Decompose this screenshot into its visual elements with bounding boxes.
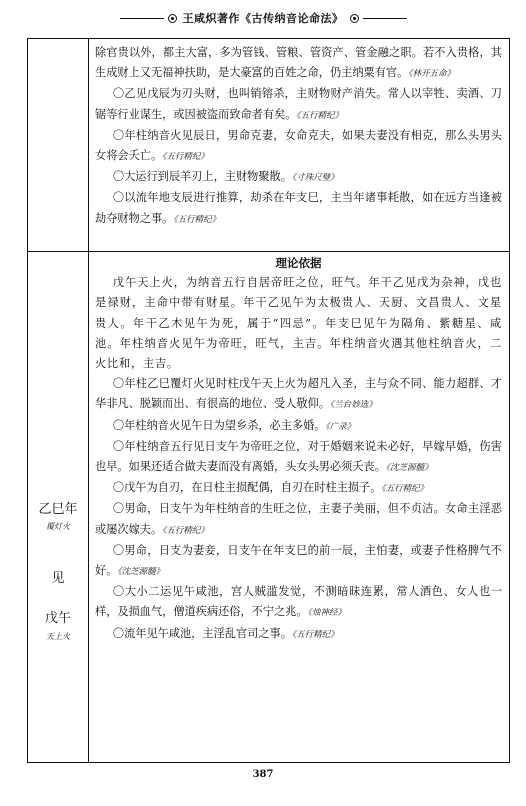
column-divider: [88, 39, 89, 762]
pillar2-nayin: 天上火: [46, 632, 70, 641]
source-citation: 《烛神经》: [307, 608, 346, 619]
source-citation: 《五行精纪》: [162, 152, 209, 163]
paragraph: 〇乙见戊辰为刃头财，也叫销镕杀，主财物财产消失。常人以宰牲、卖酒、刀锯等行业谋生，或因被盗而致命者有矣。《五行精纪》: [95, 87, 502, 121]
header-ornament-left-icon: [168, 14, 177, 23]
paragraph: 〇男命，日支为妻妾，日支午在年支巳的前一辰，主怕妻，或妻子性格脾气不好。《沈芝源髓》: [95, 543, 502, 578]
section-title: 理论依据: [275, 256, 322, 270]
pillar1-nayin: 覆灯火: [46, 522, 70, 531]
page-number: 387: [252, 769, 274, 780]
header-ornament-right-icon: [350, 14, 359, 23]
paragraph: 〇年柱纳音火见辰日，男命克妻，女命克夫，如果夫妻没有相克，那么头男头女将会夭亡。《五行精纪》: [95, 128, 502, 163]
paragraph: 〇年柱纳音火见午日为望乡杀，必主多婚。《广录》: [112, 418, 356, 432]
pillar2-label: 戊午: [44, 611, 71, 626]
source-citation: 《沈芝源髓》: [385, 463, 433, 474]
source-citation: 《五行精纪》: [296, 110, 344, 121]
source-citation: 《沈芝源髓》: [117, 567, 165, 578]
connector-label: 见: [51, 571, 65, 586]
intro-paragraph: 戊午天上火，为纳音五行自居帝旺之位，旺气。年干乙见戊为杂神，戊也是禄财，主命中带有财星。年干乙见午为太极贵人、天厨、文昌贵人、文星贵人。年干乙木见午为死，属于“四忌”。年支巳见午为隔角、紫糖星、咸池。年柱纳音火见午为帝旺，旺气，主吉。年柱纳音火遇其他柱纳音火，二火比和，主吉。: [95, 276, 502, 371]
paragraph: 〇戊午为自刃，在日柱主损配偶，自刃在时柱主损子。《五行精纪》: [112, 481, 429, 495]
source-citation: 《寸珠尺璧》: [291, 173, 339, 184]
source-citation: 《兰台妙选》: [329, 400, 377, 411]
paragraph: 〇以流年地支辰进行推算，劫杀在年支巳，主当年诸事耗散，如在远方当逢被劫夺财物之事。《五行精纪》: [95, 191, 502, 225]
header-rule-left: [120, 18, 164, 19]
pillar1-label: 乙巳年: [38, 502, 78, 517]
row-divider: [28, 251, 509, 252]
source-citation: 《林开五命》: [408, 69, 456, 80]
header-rule-right: [363, 18, 407, 19]
bottom-text-block: [95, 253, 502, 645]
source-citation: 《广录》: [325, 421, 356, 432]
source-citation: 《五行精纪》: [162, 525, 209, 536]
book-title: 王咸炽著作《古传纳音论命法》: [182, 12, 344, 25]
top-text-block: [95, 43, 502, 230]
paragraph: 〇男命，日支午为年柱纳音的生旺之位，主妻子美丽，但不贞洁。女命主淫恶或屡次嫁夫。《五行精纪》: [95, 502, 502, 536]
source-citation: 《五行精纪》: [291, 629, 339, 640]
paragraph: 〇年柱纳音五行见日支午为帝旺之位，对于婚姻来说未必好，早嫁早婚，伤害也早。如果还适合做夫妻而没有离婚，头女头男必须夭丧。《沈芝源髓》: [95, 439, 502, 474]
pillar-label-cell: [28, 251, 88, 762]
paragraph: 除官贵以外，都主大富，多为管钱、管粮、管资产、管金融之职。若不入贵格，其生成财上又无福神扶助，是大豪富的百姓之命，仍主纳粟有官。《林开五命》: [95, 46, 502, 80]
paragraph: 〇大运行到辰羊刃上，主财物聚散。《寸珠尺璧》: [112, 170, 339, 184]
paragraph: 〇大小二运见午咸池，宫人贼滥发觉，不测暗昧连累，常人酒色、女人也一样，及损血气，僧道疾病还俗，不宁之兆。《烛神经》: [95, 585, 502, 619]
paragraph: 〇年柱乙巳覆灯火见时柱戊午天上火为超凡入圣，主与众不同、能力超群、才华非凡、脱颖而出、有很高的地位、受人敬仰。《兰台妙选》: [95, 377, 502, 411]
source-citation: 《五行精纪》: [173, 214, 221, 225]
paragraph: 〇流年见午咸池，主淫乱官司之事。《五行精纪》: [112, 626, 339, 640]
content-table: [27, 38, 510, 763]
source-citation: 《五行精纪》: [381, 484, 429, 495]
running-header: [0, 8, 526, 28]
